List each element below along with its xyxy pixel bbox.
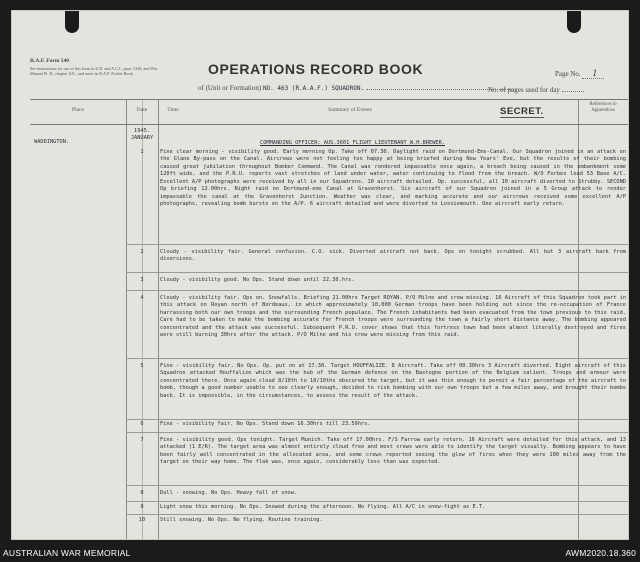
page-number-value: 1 [582, 69, 603, 79]
page-title: OPERATIONS RECORD BOOK [208, 61, 424, 77]
archive-reference: AWM2020.18.360 [565, 548, 636, 558]
entry-day: 5 [140, 363, 144, 369]
record-sheet [11, 10, 629, 540]
record-year: 1945. [134, 128, 150, 134]
entry-day: 10 [138, 517, 146, 523]
form-instructions: See instructions for use of this form in K.R. and A.C.I., para. 1349, and War Manual Pt. II., chapter XX., and notes in R.A.F. Pocket Book. [30, 66, 158, 76]
entry-separator [126, 419, 628, 420]
entry-text: Dull - snowing. No Ops. Heavy fall of snow. [160, 490, 298, 496]
column-divider [142, 100, 143, 539]
entry-day: 8 [140, 490, 144, 496]
record-month-name: JANUARY [130, 135, 154, 141]
entry-text: Fine - visibility fair. No Ops. Op. put on at 17.30. Target HOUFFALIZE. 8 Aircraft. Take off 00.30hrs 3 Aircraft diverted. Eight aircraft of this Squadron attacked Houffalize which was the hub of the German defence on the Bastogne portion of the Belgium salient. Troops and armour were concentrated there. Once again cloud 8/10th to 10/10ths obscured the target, but it was thin enough to permit a fair percentage of the aircraft to bomb, though a good number unable to see clearly enough, decided to risk bombing with our own troops but a few miles away, and brought their bombs back. It is impossible, in the circumstances, to assess the result of the attack. [160, 363, 626, 399]
page-number-label: Page No. [555, 70, 581, 78]
col-header-summary: Summary of Events [328, 107, 372, 113]
header-rule [30, 124, 628, 125]
archive-caption: AUSTRALIAN WAR MEMORIAL [3, 548, 131, 558]
entry-day: 1 [140, 149, 144, 155]
col-header-references: References to Appendices [589, 102, 617, 113]
col-header-time: Time [167, 107, 179, 113]
entry-text: Cloudy - visibility fair. General confusion. C.O. sick. Diverted aircraft not back. Ops on tonight scrubbed. All but 3 aircraft back from diversions. [160, 249, 626, 263]
page-number [555, 69, 604, 78]
entry-text: Fine clear morning - visibility good. Early morning Op. Take off 07.30. Daylight raid on Dortmund-Ems-Canal. Our Squadron joined in an attack on the Glane By-pass on the Canal. Aircrews were not feeling too happy at being briefed during New Years' Eve, but the results of their bombing caused great jubilation throughout Bomber Command. The Canal was rendered impassable once again, a breach being caused in the embankment some 120ft wide, and the P.R.U. reports vast stretches of land under water, water continuing to flood from the breach. W/O Forbes lead 53 Base A/C. Excellent A/P photographs were received by all in our Squadrons. 10 aircraft detailed. Op. successful, all 10 aircraft diverted to Strubby. SECOND Op briefing 13.00hrs. Night raid on Dortmund-ems Canal at Gravenhorst. Six aircraft of our Squadron joined in a 5 Group attack to render impassable the canal at the Gravenhorst Junction. Weather was clear, and marking accurate and our aircrews received some excellent A/P photographs, revealing bomb bursts on the A/P. 6 aircraft detailed and were diverted to Lossiemouth. One aircraft early return. [160, 149, 626, 208]
pages-used [488, 86, 584, 94]
binder-hole-left [65, 11, 79, 33]
entry-day: 2 [140, 249, 144, 255]
entry-separator [126, 432, 628, 433]
entry-text: Fine - visibility good. Ops tonight. Target Munich. Take off 17.00hrs. F/S Farrow early return. 16 Aircraft were detailed for this attack, and 13 attacked (1 E/R). The target area was almost entirely cloud free and most crews were able to identify the target visually. Bombing appears to have been fairly well concentrated in the allocated area, and some crews reported seeing the glow of fires when they were 100 miles away from the target on their way home. The flak was, once again, considerably less than was expected. [160, 437, 626, 466]
col-header-date: Date [136, 107, 148, 113]
secret-stamp: SECRET. [500, 106, 544, 117]
col-header-place: Place [72, 107, 84, 113]
binder-hole-right [567, 11, 581, 33]
column-divider [158, 100, 159, 539]
form-meta [30, 59, 162, 76]
entry-day: 7 [140, 437, 144, 443]
entry-text: Still snowing. No Ops. No flying. Routine training. [160, 517, 323, 523]
pages-used-blank [562, 91, 584, 92]
form-number: R.A.F. Form 540 [30, 58, 70, 64]
entry-day: 4 [140, 295, 144, 301]
unit-label: of (Unit or Formation) [198, 84, 262, 92]
pages-used-label: No. of pages used for day [488, 86, 560, 94]
entry-day: 3 [140, 277, 144, 283]
entry-separator [126, 501, 628, 502]
entry-text: Cloudy - visibility fair. Ops on. Snowfalls. Briefing 21.00hrs Target ROYAN. P/O Milne and crew missing. 16 Aircraft of this Squadron took part in this attack on Royan north of Bordeaux, in which approximately 10,000 German troops have been holding out since the re-occupation of France harrassing both our own troops and the surrounding French populace. The French inhabitants had been evacuated from the town previous to this raid. Care had to be taken to make the bombing accurate for French troops were surrounding the town a fairly short distance away. The bombing appeared concentrated and the attack was successful. Subsequent P.R.U. cover shows that this fortress town had been almost literally destroyed and fires were still burning 30hrs after the attack. P/O Milne and his crew were missing from this raid. [160, 295, 626, 339]
entry-day: 9 [140, 504, 144, 510]
entry-text: Fine - visibility fair. No Ops. Stand down 16.30hrs till 23.59hrs. [160, 421, 371, 427]
record-place: WADDINGTON. [34, 139, 70, 145]
unit-line [198, 84, 516, 92]
entry-text: Light snow this morning. No Ops. Snowed during the afternoon. No flying. All A/C in snow-fight as E.T. [160, 504, 486, 510]
unit-value: NO. 463 (R.A.A.F.) SQUADRON. [262, 85, 365, 92]
entry-day: 6 [140, 421, 144, 427]
entry-separator [126, 514, 628, 515]
entry-text: Cloudy - visibility good. No Ops. Stand down until 22.30.hrs. [160, 277, 355, 283]
entry-separator [126, 272, 628, 273]
entry-separator [126, 290, 628, 291]
record-table [30, 99, 628, 539]
entry-separator [126, 358, 628, 359]
commanding-officer: COMMANDING OFFICER: AUS.3601 FLIGHT LIEUTENANT W.H.BREWER. [260, 140, 445, 146]
column-divider [126, 100, 127, 539]
record-month [126, 128, 158, 142]
entry-separator [126, 485, 628, 486]
entry-separator [126, 244, 628, 245]
